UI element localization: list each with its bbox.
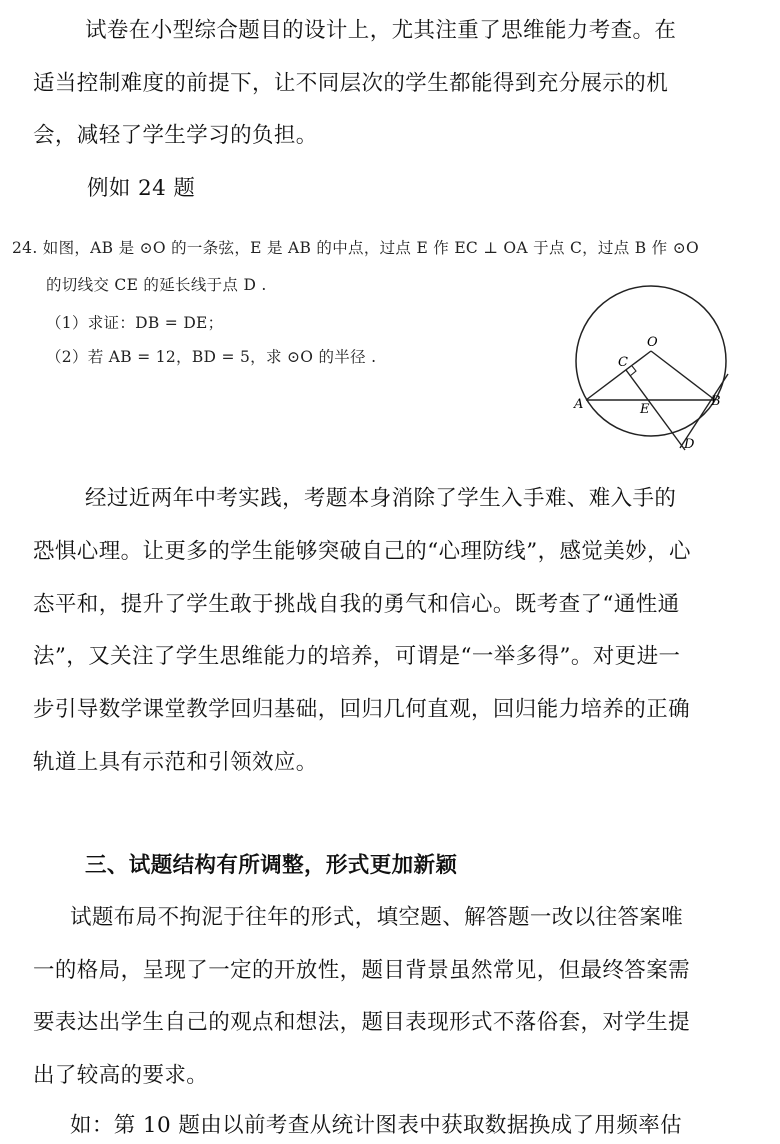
label-o: O <box>647 335 658 350</box>
circle-o <box>576 286 726 436</box>
label-c: C <box>618 355 628 370</box>
para2-line-1: 经过近两年中考实践，考题本身消除了学生入手难、难入手的 <box>85 486 677 511</box>
problem-part-2: （2）若 AB = 12，BD = 5，求 ⊙O 的半径 . <box>46 348 377 366</box>
para3-line-2: 一的格局，呈现了一定的开放性，题目背景虽然常见，但最终答案需 <box>33 958 691 983</box>
line-cd <box>626 370 685 450</box>
para2-line-5: 步引导数学课堂教学回归基础，回归几何直观，回归能力培养的正确 <box>33 697 691 722</box>
label-b: B <box>711 394 721 409</box>
para3-line-3: 要表达出学生自己的观点和想法，题目表现形式不落俗套，对学生提 <box>33 1010 691 1035</box>
para2-line-6: 轨道上具有示范和引领效应。 <box>33 750 318 775</box>
section-heading: 三、试题结构有所调整，形式更加新颖 <box>85 853 458 878</box>
radius-ob <box>651 351 715 400</box>
para4-line-1: 如：第 10 题由以前考查从统计图表中获取数据换成了用频率估 <box>70 1113 683 1138</box>
example-intro: 例如 24 题 <box>87 176 196 201</box>
label-e: E <box>640 402 650 417</box>
para3-line-4: 出了较高的要求。 <box>33 1063 209 1088</box>
para1-line-3: 会，减轻了学生学习的负担。 <box>33 123 318 148</box>
para2-line-4: 法”，又关注了学生思维能力的培养，可谓是“一举多得”。对更进一 <box>33 644 681 669</box>
para1-line-1: 试卷在小型综合题目的设计上，尤其注重了思维能力考查。在 <box>85 18 677 43</box>
problem-line-2: 的切线交 CE 的延长线于点 D . <box>46 276 267 294</box>
right-angle-mark <box>630 366 636 376</box>
geometry-figure <box>560 262 740 452</box>
para2-line-2: 恐惧心理。让更多的学生能够突破自己的“心理防线”，感觉美妙，心 <box>33 539 691 564</box>
problem-line-1: 24. 如图，AB 是 ⊙O 的一条弦，E 是 AB 的中点，过点 E 作 EC ⊥ OA 于点 C，过点 B 作 ⊙O <box>12 239 699 257</box>
para1-line-2: 适当控制难度的前提下，让不同层次的学生都能得到充分展示的机 <box>33 71 669 96</box>
para3-line-1: 试题布局不拘泥于往年的形式，填空题、解答题一改以往答案唯 <box>70 905 684 930</box>
para2-line-3: 态平和，提升了学生敢于挑战自我的勇气和信心。既考查了“通性通 <box>33 592 680 617</box>
label-a: A <box>574 397 584 412</box>
label-d: D <box>684 437 695 452</box>
problem-part-1: （1）求证：DB = DE； <box>46 314 224 332</box>
